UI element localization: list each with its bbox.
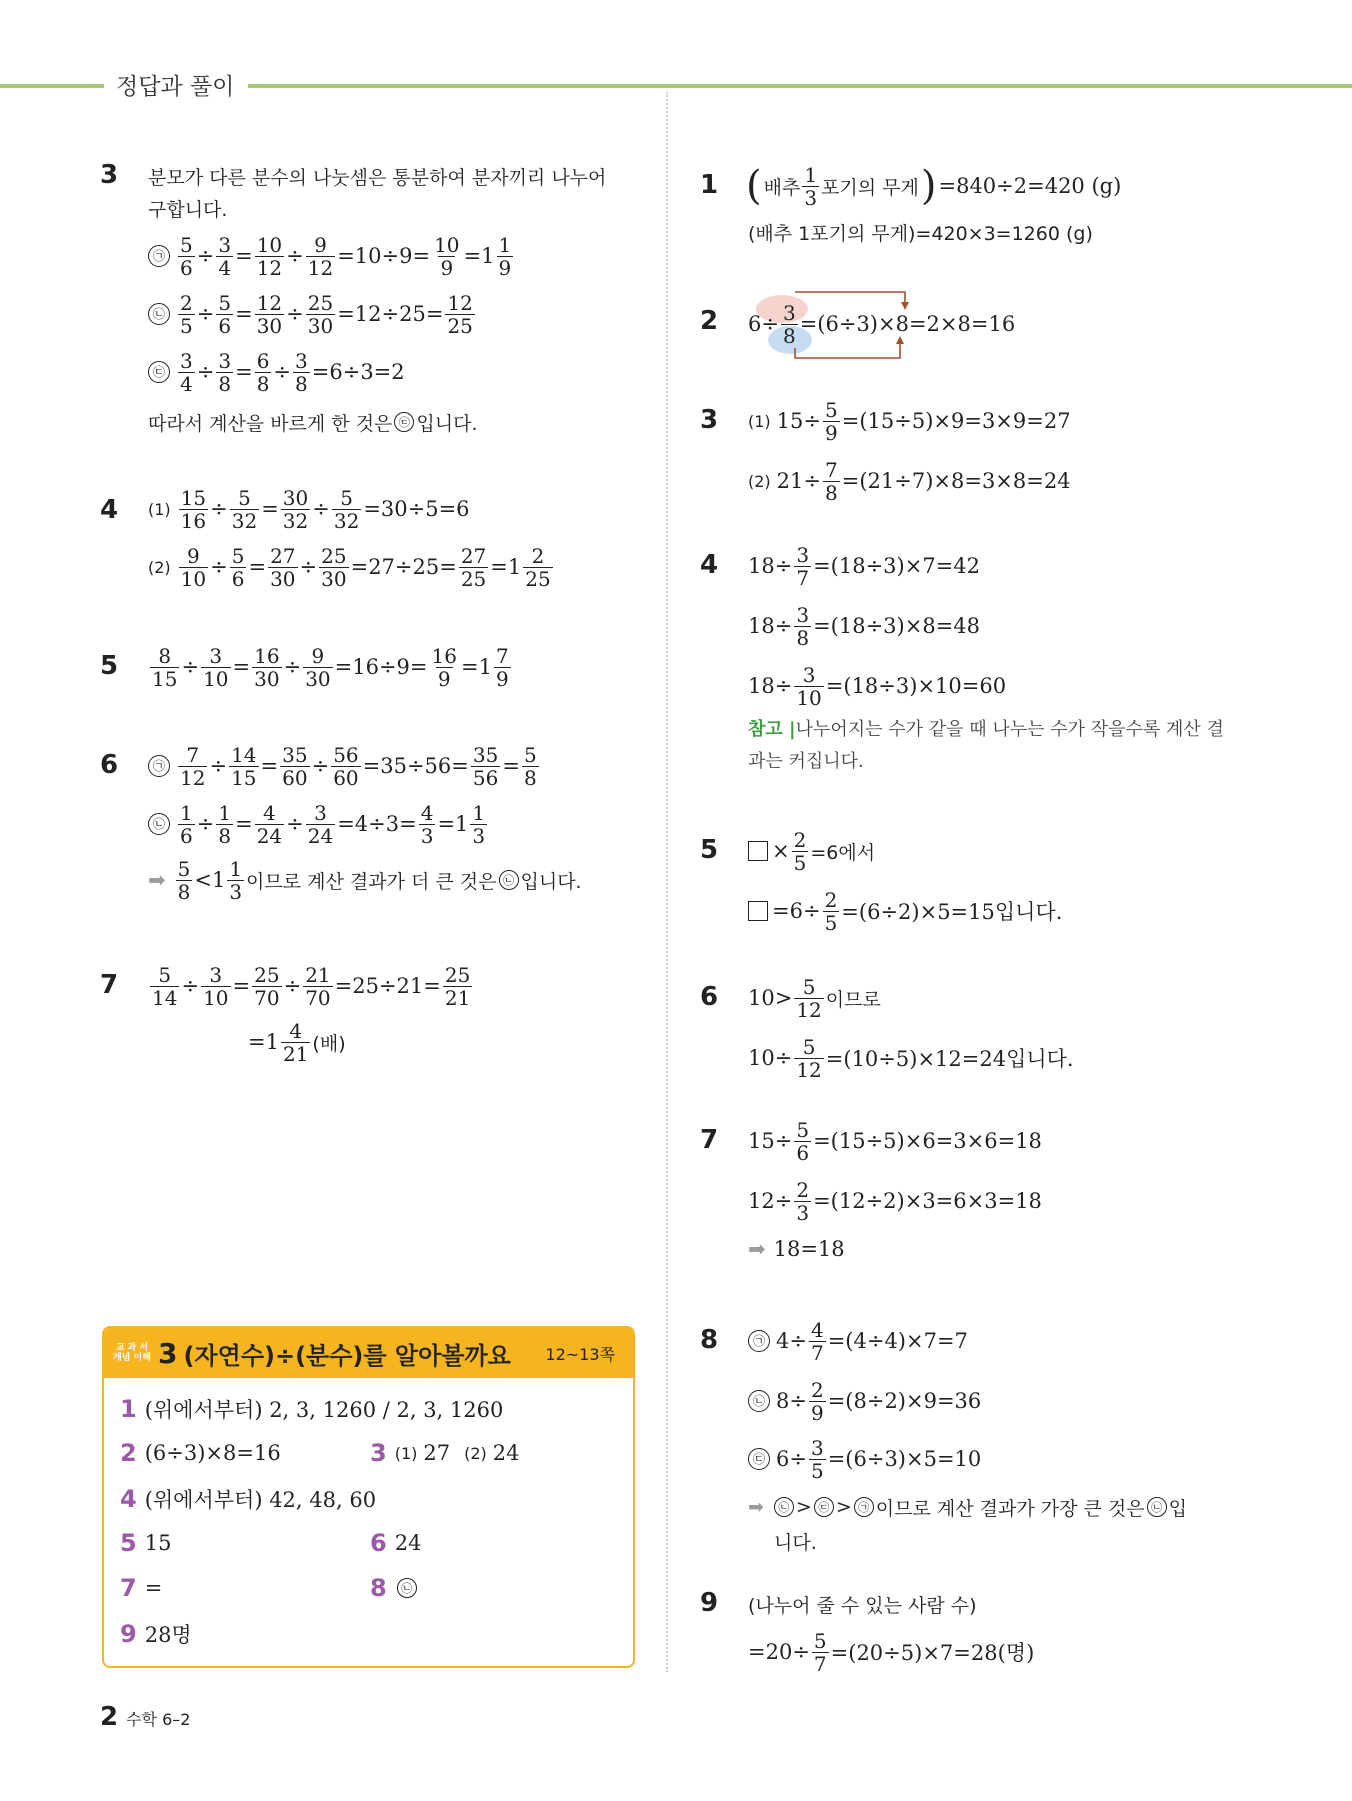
equation-text: =6÷ xyxy=(772,899,821,923)
answer-text: = xyxy=(144,1576,163,1600)
note-label: 참고 | xyxy=(748,719,796,740)
note-text: 나누어지는 수가 같을 때 나누는 수가 작을수록 계산 결 xyxy=(795,719,1224,740)
answer-text: 28명 xyxy=(144,1623,192,1647)
unit-text: (배) xyxy=(312,1032,346,1055)
right-problem-1 xyxy=(700,150,1260,260)
answer-number: 9 xyxy=(120,1620,137,1648)
answer-number: 8 xyxy=(370,1574,387,1602)
equation-a: ㉠ $\frac{5}{6}$ ÷ $\frac{3}{4}$ = $\frac{10}{12}$ ÷ $\frac{9}{12}$ =10÷9= $\frac{10}{9}$ =1 $\frac{1}{9}$ xyxy=(148,234,515,278)
explanation-text: 구합니다. xyxy=(148,198,228,221)
equation-text: =20÷ xyxy=(748,1640,810,1664)
right-problem-3 xyxy=(700,385,1260,505)
page-footer xyxy=(100,1702,190,1732)
sub-label: (1) xyxy=(148,499,171,519)
label-text: 배추 xyxy=(763,176,801,199)
answer-row xyxy=(120,1484,376,1514)
equation-2: 10÷ $\frac{5}{12}$ =(10÷5)×12=24입니다. xyxy=(748,1034,1074,1082)
right-problem-4 xyxy=(700,530,1260,790)
sub-label: (1) xyxy=(748,411,771,431)
answer-number: 6 xyxy=(370,1529,387,1557)
answer-number: 3 xyxy=(370,1439,387,1467)
circled-label: ㉢ xyxy=(394,412,414,432)
problem-number: 1 xyxy=(700,170,719,200)
sub-label: (2) xyxy=(148,557,171,577)
note-text: 과는 커집니다. xyxy=(748,751,864,772)
equation-text: =(6÷2)×5=15입니다. xyxy=(841,900,1063,924)
conclusion xyxy=(148,400,478,444)
right-problem-2 xyxy=(700,280,1260,380)
equation-1: × $\frac{2}{5}$ =6에서 xyxy=(748,829,875,873)
concept-summary-box xyxy=(102,1326,635,1668)
problem-number: 5 xyxy=(700,835,719,865)
circled-label: ㉡ xyxy=(148,303,170,325)
problem-number: 8 xyxy=(700,1325,719,1355)
equation-1: (1) 15÷ $\frac{5}{9}$ =(15÷5)×9=3×9=27 xyxy=(748,397,1071,445)
arrow-icon: ➡ xyxy=(748,1496,764,1518)
textbook-tag xyxy=(110,1343,154,1364)
conclusion: ➡ ㉡ > ㉢ > ㉠ 이므로 계산 결과가 가장 큰 것은 ㉡ 입 xyxy=(748,1485,1187,1529)
circled-label: ㉢ xyxy=(748,1448,770,1470)
equation-text: =(6÷3)×5=10 xyxy=(827,1447,982,1471)
tag-text: 교 과 서 xyxy=(115,1342,149,1353)
header-rule-left xyxy=(0,84,104,88)
equation-2: 12÷ $\frac{2}{3}$ =(12÷2)×3=6×3=18 xyxy=(748,1177,1042,1225)
blank-box xyxy=(748,901,768,921)
note-cont xyxy=(748,744,864,776)
equation-c: ㉢ 6÷ $\frac{3}{5}$ =(6÷3)×5=10 xyxy=(748,1437,981,1481)
conclusion-text: 입 xyxy=(1168,1497,1187,1520)
equation-text: =(10÷5)×12=24입니다. xyxy=(825,1047,1074,1071)
equation: $\frac{8}{15}$ ÷ $\frac{3}{10}$ = $\frac{16}{30}$ ÷ $\frac{9}{30}$ =16÷9= $\frac{16}{9}$ =1 $\frac{7}{9}$ xyxy=(152,643,509,691)
answer-row xyxy=(120,1619,192,1649)
conclusion-text: 이므로 계산 결과가 가장 큰 것은 xyxy=(875,1497,1145,1520)
circled-label: ㉡ xyxy=(774,1497,794,1517)
problem-number: 6 xyxy=(700,982,719,1012)
equation-text: =(8÷2)×9=36 xyxy=(827,1389,982,1413)
equation-text: =(18÷3)×7=42 xyxy=(813,554,980,578)
label xyxy=(748,1582,977,1626)
right-problem-7 xyxy=(700,1105,1260,1275)
equation-text: =(15÷5)×6=3×6=18 xyxy=(813,1129,1042,1153)
right-problem-8 xyxy=(700,1305,1260,1555)
problem-number: 9 xyxy=(700,1588,719,1618)
equation-text: =(21÷7)×8=3×8=24 xyxy=(841,469,1071,493)
answer-row xyxy=(120,1439,281,1467)
sub-label: (1) xyxy=(394,1443,418,1463)
equation-cont: =1 $\frac{4}{21}$ (배) xyxy=(248,1018,346,1066)
equation-2: =6÷ $\frac{2}{5}$ =(6÷2)×5=15입니다. xyxy=(748,889,1062,933)
right-problem-9 xyxy=(700,1580,1260,1690)
equation-1: (1) $\frac{15}{16}$ ÷ $\frac{5}{32}$ = $\frac{30}{32}$ ÷ $\frac{5}{32}$ =30÷5=6 xyxy=(148,485,470,533)
equation-1: ( 배추 $\frac{1}{3}$ 포기의 무게 ) =840÷2=420 (g) xyxy=(746,162,1122,210)
problem-number: 6 xyxy=(100,750,119,780)
equation-a: ㉠ $\frac{7}{12}$ ÷ $\frac{14}{15}$ = $\frac{35}{60}$ ÷ $\frac{56}{60}$ =35÷56= $\frac{35}{56}$ = $\frac{5}{8}$ xyxy=(148,744,541,788)
left-problem-6 xyxy=(100,730,645,910)
equation-3: 18÷ $\frac{3}{10}$ =(18÷3)×10=60 xyxy=(748,662,1007,710)
circled-label: ㉡ xyxy=(499,870,519,890)
sub-label: (2) xyxy=(464,1443,487,1463)
equation-2: 18÷ $\frac{3}{8}$ =(18÷3)×8=48 xyxy=(748,602,980,650)
circled-label: ㉢ xyxy=(148,361,170,383)
note xyxy=(748,712,1224,744)
equation-b: ㉡ $\frac{2}{5}$ ÷ $\frac{5}{6}$ = $\frac{12}{30}$ ÷ $\frac{25}{30}$ =12÷25= $\frac{12}{25}$ xyxy=(148,292,477,336)
equation-text: =840÷2=420 (g) xyxy=(938,174,1122,198)
equation-text: =(6÷3)×8=2×8=16 xyxy=(799,312,1016,336)
book-title: 수학 6–2 xyxy=(126,1710,191,1729)
right-problem-6 xyxy=(700,962,1260,1082)
tag-text: 개념 이해 xyxy=(113,1353,151,1363)
answer-text: 27 xyxy=(423,1441,451,1465)
circled-label: ㉠ xyxy=(148,245,170,267)
conclusion-text: 따라서 계산을 바르게 한 것은 xyxy=(148,412,393,435)
answer-row xyxy=(120,1394,503,1424)
problem-number: 7 xyxy=(100,970,119,1000)
label-text: (나누어 줄 수 있는 사람 수) xyxy=(748,1594,977,1617)
right-problem-5 xyxy=(700,815,1260,935)
summary-title: (자연수)÷(분수)를 알아볼까요 xyxy=(183,1341,511,1370)
equation-text: =6에서 xyxy=(810,841,876,864)
equation-text: =(4÷4)×7=7 xyxy=(827,1329,968,1353)
problem-number: 4 xyxy=(100,495,119,525)
circled-label: ㉡ xyxy=(1147,1497,1167,1517)
equation-2 xyxy=(748,210,1093,254)
equation-2: (2) 21÷ $\frac{7}{8}$ =(21÷7)×8=3×8=24 xyxy=(748,457,1071,505)
sub-label: (2) xyxy=(748,471,771,491)
equation: =20÷ $\frac{5}{7}$ =(20÷5)×7=28(명) xyxy=(748,1628,1035,1676)
equation-1: 15÷ $\frac{5}{6}$ =(15÷5)×6=3×6=18 xyxy=(748,1117,1042,1165)
arrow-icon: ➡ xyxy=(148,868,166,892)
equation-text: 이므로 xyxy=(825,988,881,1011)
circled-label: ㉢ xyxy=(814,1497,834,1517)
equation-text: =(12÷2)×3=6×3=18 xyxy=(813,1189,1042,1213)
equation-1: 18÷ $\frac{3}{7}$ =(18÷3)×7=42 xyxy=(748,542,980,590)
equation-b: ㉡ 8÷ $\frac{2}{9}$ =(8÷2)×9=36 xyxy=(748,1379,981,1423)
header-rule-right xyxy=(248,84,1352,88)
answer-number: 4 xyxy=(120,1485,137,1513)
answer-text: (6÷3)×8=16 xyxy=(144,1441,281,1465)
explanation-text: 분모가 다른 분수의 나눗셈은 통분하여 분자끼리 나누어 xyxy=(148,166,607,189)
circled-label: ㉠ xyxy=(854,1497,874,1517)
answer-text: 24 xyxy=(492,1441,520,1465)
equation-a: ㉠ 4÷ $\frac{4}{7}$ =(4÷4)×7=7 xyxy=(748,1319,968,1363)
equation-b: ㉡ $\frac{1}{6}$ ÷ $\frac{1}{8}$ = $\frac{4}{24}$ ÷ $\frac{3}{24}$ =4÷3= $\frac{4}{3}$ =1 $\frac{1}{3}$ xyxy=(148,802,489,846)
equation-text: =(15÷5)×9=3×9=27 xyxy=(841,409,1071,433)
conclusion xyxy=(748,1227,845,1271)
circled-label: ㉡ xyxy=(148,813,170,835)
problem-number: 3 xyxy=(100,160,119,190)
summary-header xyxy=(104,1328,633,1378)
answer-text: (위에서부터) 42, 48, 60 xyxy=(144,1488,377,1512)
answer-row xyxy=(120,1574,162,1602)
problem-number: 4 xyxy=(700,550,719,580)
equation-text: (배추 1포기의 무게)=420×3=1260 (g) xyxy=(748,222,1093,245)
equation-2: (2) $\frac{9}{10}$ ÷ $\frac{5}{6}$ = $\frac{27}{30}$ ÷ $\frac{25}{30}$ =27÷25= $\frac{27}{25}$ =1 $\frac{2}{25}$ xyxy=(148,543,551,591)
answer-text: (위에서부터) 2, 3, 1260 / 2, 3, 1260 xyxy=(144,1398,504,1422)
page-title: 정답과 풀이 xyxy=(116,74,235,100)
equation: 6÷ $\frac{3}{8}$ =(6÷3)×8=2×8=16 xyxy=(748,300,1016,348)
answer-row xyxy=(120,1529,171,1557)
circled-label: ㉠ xyxy=(148,755,170,777)
equation-text: =(18÷3)×8=48 xyxy=(813,614,980,638)
label-text: 포기의 무게 xyxy=(821,176,919,199)
conclusion: ➡ $\frac{5}{8}$ <1 $\frac{1}{3}$ 이므로 계산 결과가 더 큰 것은 ㉡ 입니다. xyxy=(148,856,582,904)
blank-box xyxy=(748,841,768,861)
problem-number: 7 xyxy=(700,1125,719,1155)
circled-label: ㉡ xyxy=(748,1390,770,1412)
answer-number: 1 xyxy=(120,1395,137,1423)
answer-number: 5 xyxy=(120,1529,137,1557)
conclusion-text: 이므로 계산 결과가 더 큰 것은 xyxy=(246,870,497,893)
equation-c: ㉢ $\frac{3}{4}$ ÷ $\frac{3}{8}$ = $\frac{6}{8}$ ÷ $\frac{3}{8}$ =6÷3=2 xyxy=(148,350,405,394)
problem-number: 2 xyxy=(700,306,719,336)
equation-1: 10> $\frac{5}{12}$ 이므로 xyxy=(748,974,881,1022)
page-number: 2 xyxy=(100,1702,119,1732)
arrow-icon: ➡ xyxy=(748,1237,766,1261)
circled-label: ㉠ xyxy=(748,1330,770,1352)
problem-number: 5 xyxy=(100,651,119,681)
answer-text: 15 xyxy=(144,1531,172,1555)
equation: $\frac{5}{14}$ ÷ $\frac{3}{10}$ = $\frac{25}{70}$ ÷ $\frac{21}{70}$ =25÷21= $\frac{25}{21}$ xyxy=(152,962,471,1010)
summary-number: 3 xyxy=(158,1336,178,1370)
answer-text: 24 xyxy=(394,1531,422,1555)
equation-text: 18=18 xyxy=(773,1237,845,1261)
column-divider xyxy=(666,92,668,1672)
page-range: 12~13쪽 xyxy=(545,1344,615,1364)
conclusion-cont xyxy=(774,1519,817,1563)
answer-number: 7 xyxy=(120,1574,137,1602)
answer-row xyxy=(370,1439,520,1467)
equation-text: =(18÷3)×10=60 xyxy=(825,674,1007,698)
problem-number: 3 xyxy=(700,405,719,435)
left-problem-5 xyxy=(100,635,645,705)
circled-label: ㉡ xyxy=(397,1578,417,1598)
answer-row xyxy=(370,1529,421,1557)
answer-number: 2 xyxy=(120,1439,137,1467)
answer-row xyxy=(370,1574,419,1602)
conclusion-text: 니다. xyxy=(774,1531,817,1554)
left-problem-3 xyxy=(100,150,645,450)
left-problem-7 xyxy=(100,950,645,1080)
conclusion-text: 입니다. xyxy=(416,412,478,435)
left-problem-4 xyxy=(100,475,645,595)
conclusion-text: 입니다. xyxy=(520,870,582,893)
equation-text: =(20÷5)×7=28(명) xyxy=(830,1641,1035,1665)
